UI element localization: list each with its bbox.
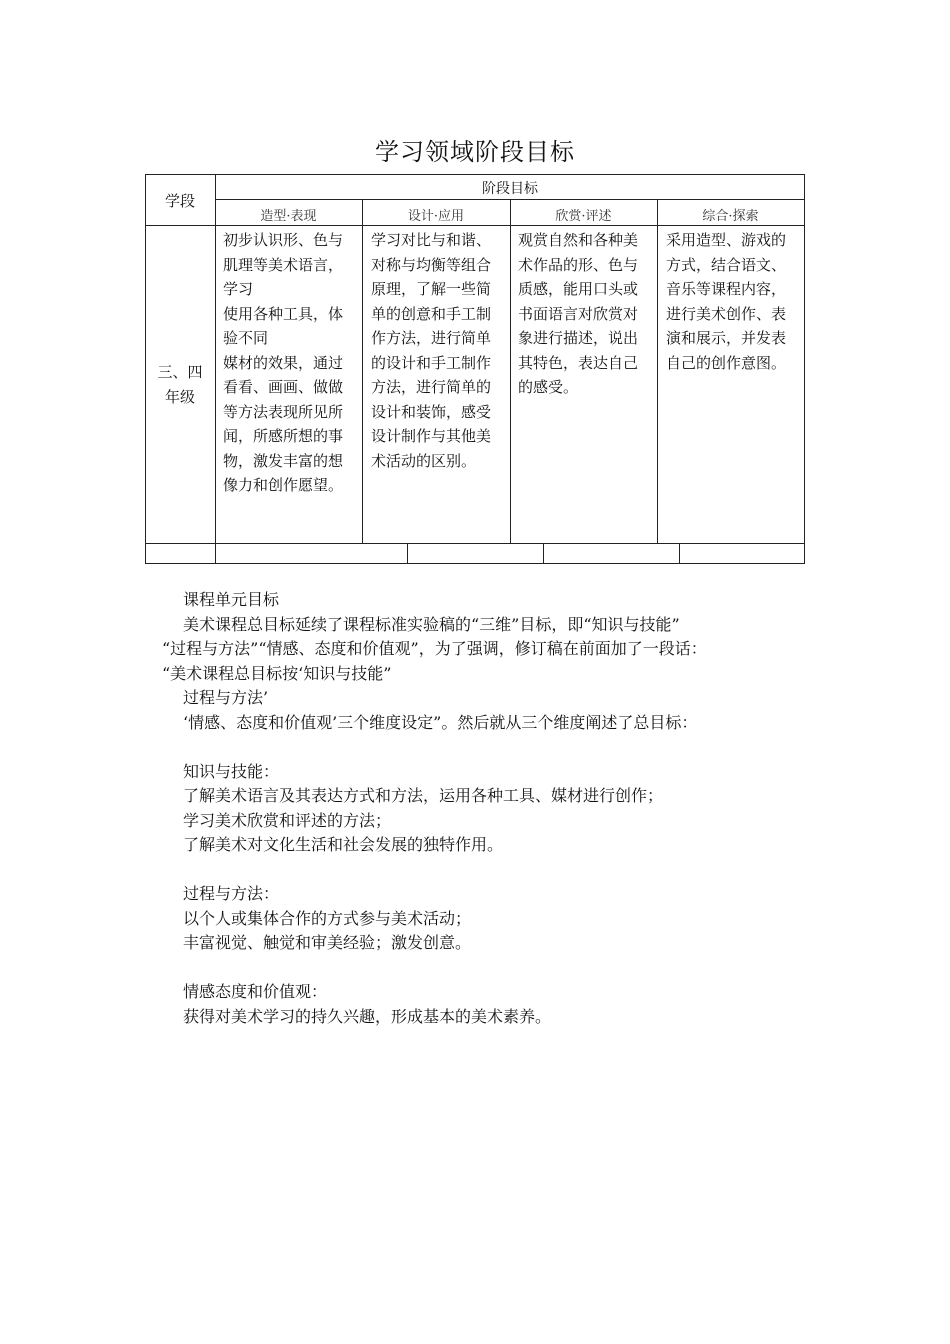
row-label-grade: 三、四年级 <box>157 363 203 406</box>
subheader-appreciation: 欣赏·评述 <box>555 209 612 224</box>
list-item: 获得对美术学习的持久兴趣，形成基本的美术素养。 <box>183 1006 552 1026</box>
list-item: 了解美术语言及其表达方式和方法，运用各种工具、媒材进行创作； <box>183 786 664 805</box>
list-item: 学习美术欣赏和评述的方法； <box>183 810 392 830</box>
paragraph-line: “美术课程总目标按‘知识与技能” <box>162 663 392 683</box>
section-heading-process: 过程与方法： <box>183 884 280 903</box>
header-stage: 学段 <box>164 192 195 210</box>
subheader-modeling: 造型·表现 <box>260 209 317 224</box>
paragraph-line: ‘情感、态度和价值观’三个维度设定”。然后就从三个维度阐述了总目标： <box>183 712 698 732</box>
cell-modeling: 初步认识形、色与肌理等美术语言，学习 使用各种工具，体验不同 媒材的效果，通过看看、画画、做做等方法表现所见所闻，所感所想的事物，激发丰富的想像力和创作愿望。 <box>223 231 344 494</box>
cell-appreciation: 观赏自然和各种美术作品的形、色与质感，能用口头或书面语言对欣赏对象进行描述，说出其特色，表达自己的感受。 <box>518 231 639 396</box>
list-item: 丰富视觉、触觉和审美经验；激发创意。 <box>183 933 472 952</box>
stage-goals-table <box>145 174 805 564</box>
cell-design: 学习对比与和谐、对称与均衡等组合原理，了解一些简单的创意和手工制作方法，进行简单的设计和手工制作方法，进行简单的设计和装饰，感受设计制作与其他美术活动的区别。 <box>371 231 492 470</box>
section-heading-knowledge: 知识与技能： <box>183 761 280 781</box>
section-heading-attitude: 情感态度和价值观： <box>183 982 328 1001</box>
paragraph-line: “过程与方法”“情感、态度和价值观”，为了强调，修订稿在前面加了一段话： <box>162 639 707 658</box>
header-stage-goals: 阶段目标 <box>482 181 538 197</box>
list-item: 了解美术对文化生活和社会发展的独特作用。 <box>183 835 504 854</box>
unit-goals-heading: 课程单元目标 <box>183 590 280 609</box>
subheader-exploration: 综合·探索 <box>702 209 759 224</box>
paragraph-line: 美术课程总目标延续了课程标准实验稿的“三维”目标，即“知识与技能” <box>183 614 680 634</box>
page-title: 学习领域阶段目标 <box>375 138 575 166</box>
body-text <box>162 588 822 1029</box>
paragraph-line: 过程与方法’ <box>183 688 269 707</box>
list-item: 以个人或集体合作的方式参与美术活动； <box>183 908 472 928</box>
cell-exploration: 采用造型、游戏的方式，结合语文、音乐等课程内容，进行美术创作、表演和展示，并发表自己的创作意图。 <box>666 231 787 372</box>
subheader-design: 设计·应用 <box>407 209 465 224</box>
